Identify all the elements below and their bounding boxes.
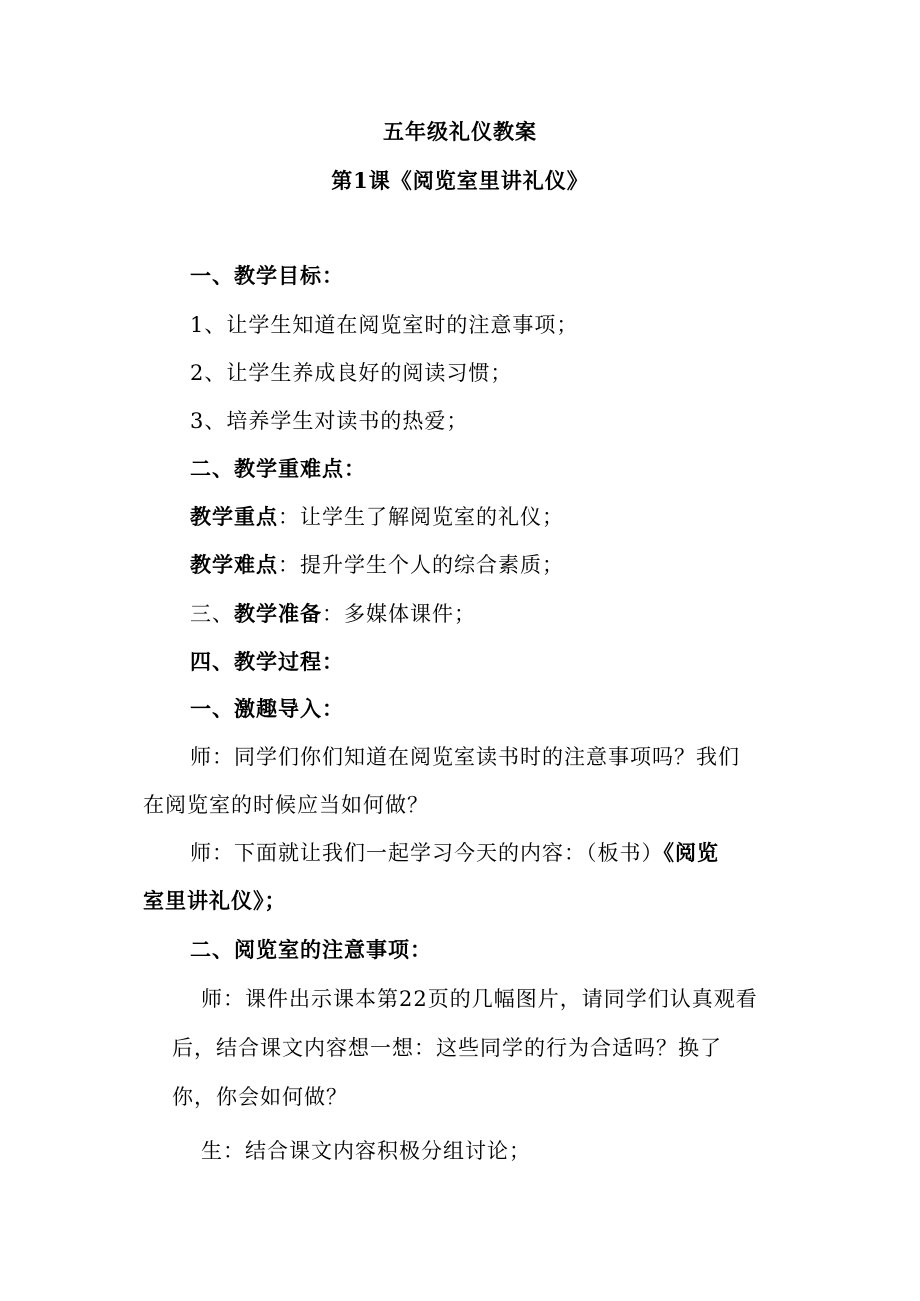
teaching-difficulty-label: 教学难点 bbox=[190, 552, 278, 577]
objective-item: 1、让学生知道在阅览室时的注意事项； bbox=[190, 313, 579, 337]
teaching-difficulty-text: ：提升学生个人的综合素质； bbox=[278, 553, 564, 577]
paragraph-line: 你，你会如何做？ bbox=[172, 1085, 348, 1109]
board-title-text: 室里讲礼仪》； bbox=[143, 888, 287, 913]
key-points-heading: 二、教学重难点： bbox=[190, 456, 366, 481]
paragraph-line: 师：同学们你们知道在阅览室读书时的注意事项吗？我们 bbox=[190, 745, 740, 769]
preparation-text: ：多媒体课件； bbox=[322, 602, 476, 626]
objectives-heading: 一、教学目标： bbox=[190, 263, 344, 288]
paragraph-line bbox=[190, 838, 719, 868]
preparation-line bbox=[190, 599, 476, 629]
paragraph-text: 师：下面就让我们一起学习今天的内容：（板书） bbox=[190, 841, 664, 865]
lesson-title: 第1课《阅览室里讲礼仪》 bbox=[331, 168, 589, 193]
teaching-difficulty-line bbox=[190, 550, 564, 580]
board-title-text: 《阅览 bbox=[663, 840, 719, 865]
teaching-focus-line bbox=[190, 502, 564, 532]
objective-item: 3、培养学生对读书的热爱； bbox=[190, 409, 469, 433]
process-heading: 四、教学过程： bbox=[190, 649, 344, 674]
teaching-focus-text: ：让学生了解阅览室的礼仪； bbox=[278, 505, 564, 529]
student-line: 生：结合课文内容积极分组讨论； bbox=[201, 1139, 531, 1163]
preparation-prefix: 三、 bbox=[190, 602, 234, 626]
section2-heading: 二、阅览室的注意事项： bbox=[190, 937, 432, 962]
paragraph-line: 在阅览室的时候应当如何做？ bbox=[143, 793, 429, 817]
teaching-focus-label: 教学重点 bbox=[190, 504, 278, 529]
paragraph-line: 后，结合课文内容想一想：这些同学的行为合适吗？换了 bbox=[172, 1036, 722, 1060]
intro-heading: 一、激趣导入： bbox=[190, 696, 344, 721]
preparation-label: 教学准备 bbox=[234, 601, 322, 626]
objective-item: 2、让学生养成良好的阅读习惯； bbox=[190, 361, 513, 385]
document-title: 五年级礼仪教案 bbox=[383, 119, 537, 144]
paragraph-line: 师：课件出示课本第22页的几幅图片，请同学们认真观看 bbox=[201, 987, 758, 1011]
